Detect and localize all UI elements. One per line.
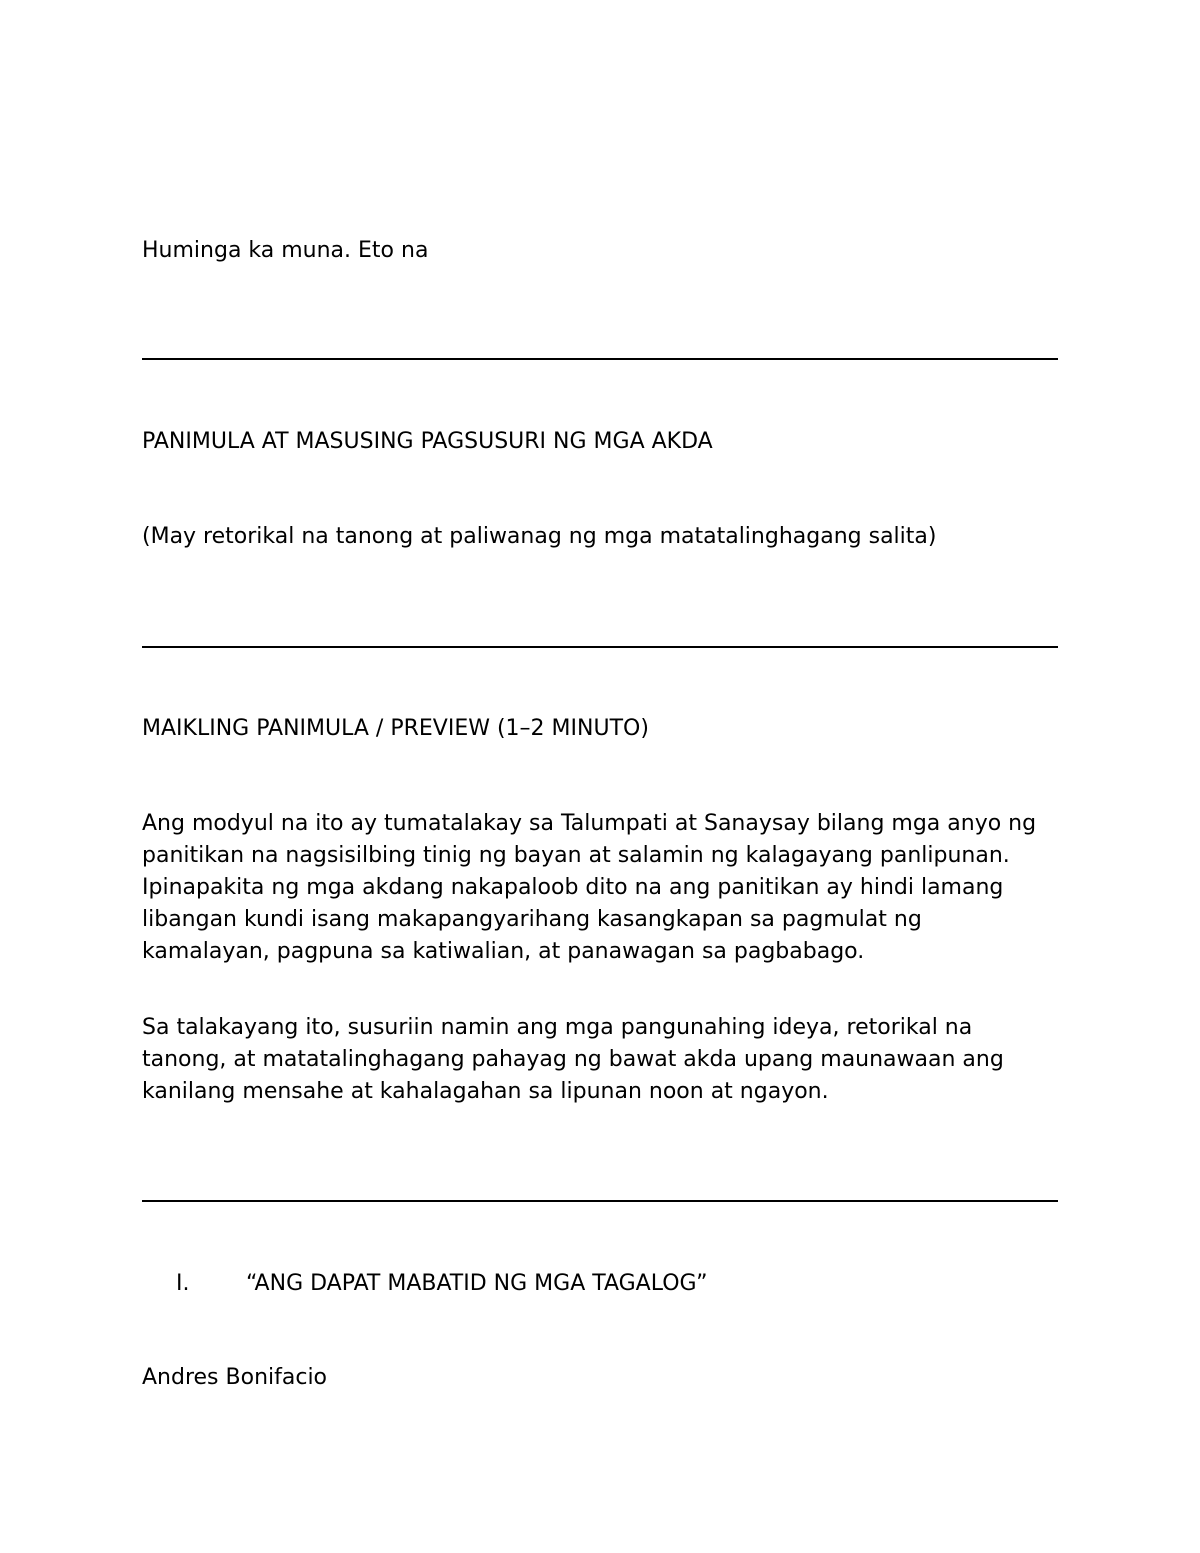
body-paragraph: Sa talakayang ito, susuriin namin ang mga pangunahing ideya, retorikal na tanong, at matatalinghagang pahayag ng bawat akda upang maunawaan ang kanilang mensahe at kahalagahan sa lipunan noon at ngayon.	[142, 1015, 1004, 1104]
list-item-title: “ANG DAPAT MABATID NG MGA TAGALOG”	[246, 1271, 708, 1296]
body-paragraph: Ang modyul na ito ay tumatalakay sa Talumpati at Sanaysay bilang mga anyo ng panitikan na nagsisilbing tinig ng bayan at salamin ng kalagayang panlipunan. Ipinapakita ng mga akdang nakapaloob dito na ang panitikan ay hindi lamang libangan kundi isang makapangyarihang kasangkapan sa pagmulat ng kamalayan, pagpuna sa katiwalian, at panawagan sa pagbabago.	[142, 811, 1037, 964]
author-name: Andres Bonifacio	[142, 1365, 328, 1390]
horizontal-rule	[142, 1200, 1058, 1202]
section-heading: PANIMULA AT MASUSING PAGSUSURI NG MGA AKDA	[142, 429, 713, 454]
list-item-number: I.	[176, 1271, 190, 1296]
section-subheading: (May retorikal na tanong at paliwanag ng mga matatalinghagang salita)	[142, 524, 937, 549]
horizontal-rule	[142, 646, 1058, 648]
intro-line: Huminga ka muna. Eto na	[142, 238, 429, 263]
horizontal-rule	[142, 358, 1058, 360]
preview-heading: MAIKLING PANIMULA / PREVIEW (1–2 MINUTO)	[142, 716, 649, 741]
